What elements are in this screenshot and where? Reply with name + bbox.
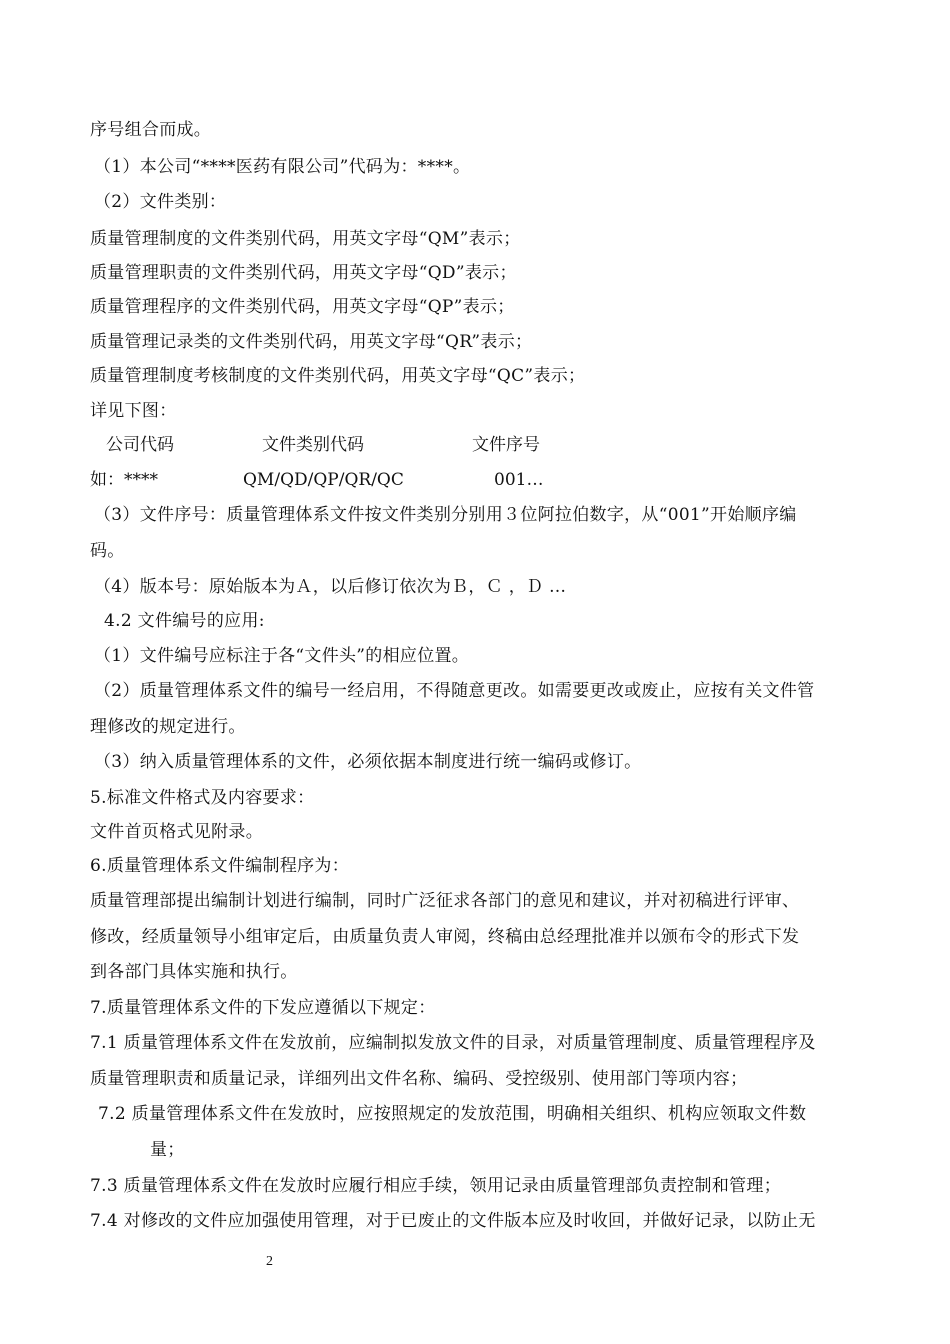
text-line: （2）质量管理体系文件的编号一经启用，不得随意更改。如需要更改或废止，应按有关文件管: [94, 681, 815, 701]
text-line: 序号组合而成。: [90, 120, 212, 140]
text-line: 质量管理制度的文件类别代码，用英文字母“QM”表示；: [90, 229, 521, 249]
text-line: 码。: [90, 541, 125, 561]
text-line: （1）本公司“****医药有限公司”代码为：****。: [94, 157, 471, 177]
page-number: 2: [266, 1254, 273, 1269]
example-category-codes: QM/QD/QP/QR/QC: [243, 470, 404, 490]
text-line: （2）文件类别：: [94, 192, 227, 212]
text-line: 质量管理部提出编制计划进行编制，同时广泛征求各部门的意见和建议，并对初稿进行评审、: [90, 891, 800, 911]
text-line: （3）纳入质量管理体系的文件，必须依据本制度进行统一编码或修订。: [94, 752, 642, 772]
example-serial: 001…: [494, 470, 544, 490]
text-line: 7.3 质量管理体系文件在发放时应履行相应手续，领用记录由质量管理部负责控制和管理；: [90, 1176, 782, 1196]
example-prefix: 如：****: [90, 470, 158, 490]
text-line: 质量管理记录类的文件类别代码，用英文字母“QR”表示；: [90, 332, 533, 352]
text-line: 详见下图：: [90, 401, 177, 421]
text-line: 7.4 对修改的文件应加强使用管理，对于已废止的文件版本应及时收回，并做好记录，以防止无: [90, 1211, 816, 1231]
text-line: 质量管理程序的文件类别代码，用英文字母“QP”表示；: [90, 297, 515, 317]
text-line: 质量管理职责的文件类别代码，用英文字母“QD”表示；: [90, 263, 517, 283]
section-heading: 5.标准文件格式及内容要求：: [90, 788, 315, 808]
text-line: 修改，经质量领导小组审定后，由质量负责人审阅，终稿由总经理批准并以颁布令的形式下发: [90, 927, 800, 947]
header-category-code: 文件类别代码: [262, 435, 364, 455]
section-heading: 4.2 文件编号的应用:: [104, 611, 265, 631]
text-line: 量；: [150, 1140, 185, 1160]
text-line: 文件首页格式见附录。: [90, 822, 263, 842]
text-line: 质量管理职责和质量记录，详细列出文件名称、编码、受控级别、使用部门等项内容；: [90, 1069, 748, 1089]
text-line: 理修改的规定进行。: [90, 717, 246, 737]
header-company-code: 公司代码: [106, 435, 174, 455]
text-line: 7.1 质量管理体系文件在发放前，应编制拟发放文件的目录，对质量管理制度、质量管理程序及: [90, 1033, 816, 1053]
text-line: 质量管理制度考核制度的文件类别代码，用英文字母“QC”表示；: [90, 366, 586, 386]
text-line: 到各部门具体实施和执行。: [90, 962, 298, 982]
text-line: （4）版本号：原始版本为Ａ，以后修订依次为Ｂ，Ｃ ，Ｄ …: [94, 577, 567, 597]
text-line: （3）文件序号：质量管理体系文件按文件类别分别用３位阿拉伯数字，从“001”开始顺序编: [94, 505, 797, 525]
section-heading: 7.质量管理体系文件的下发应遵循以下规定：: [90, 998, 436, 1018]
text-line: 7.2 质量管理体系文件在发放时，应按照规定的发放范围，明确相关组织、机构应领取文件数: [98, 1104, 807, 1124]
section-heading: 6.质量管理体系文件编制程序为：: [90, 856, 350, 876]
text-line: （1）文件编号应标注于各“文件头”的相应位置。: [94, 646, 470, 666]
header-serial-number: 文件序号: [472, 435, 540, 455]
